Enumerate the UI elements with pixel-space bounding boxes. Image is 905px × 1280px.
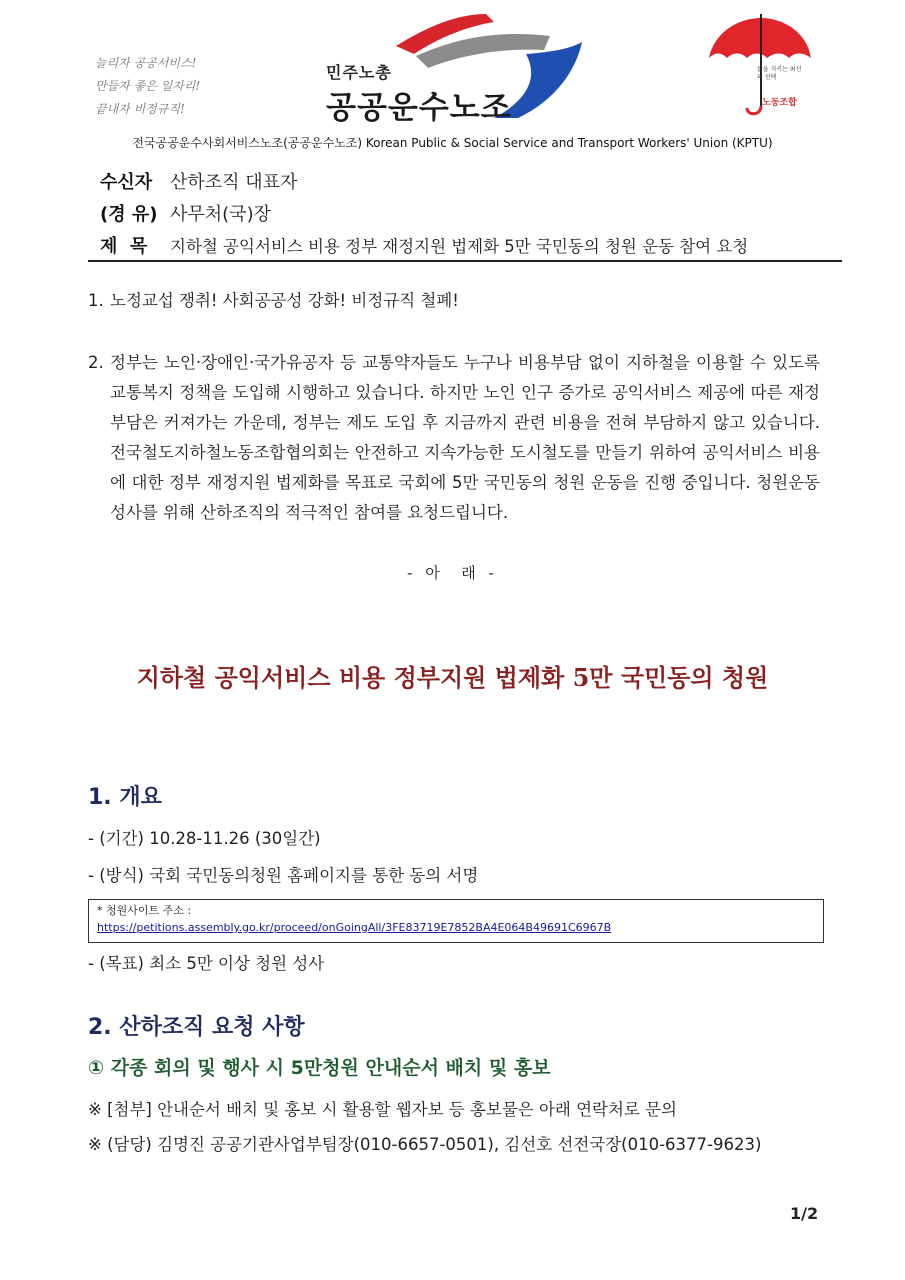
subject-row (100, 232, 748, 258)
item-2 (88, 348, 820, 528)
method-line: - (방식) 국회 국민동의청원 홈페이지를 통한 동의 서명 (88, 866, 479, 885)
umbrella-caption: 삶을 지키는 최선의 선택 (757, 66, 802, 81)
item-2-body (88, 348, 820, 528)
page-number: 1/2 (790, 1204, 819, 1223)
logo-small-text: 민주노총 (326, 63, 392, 82)
request-1-title: ① 각종 회의 및 행사 시 5만청원 안내순서 배치 및 홍보 (88, 1057, 551, 1079)
slogan-1: 늘리자 공공서비스! (95, 56, 197, 70)
recipient-label: 수신자 (100, 172, 153, 193)
via-label: (경 유) (100, 204, 158, 225)
goal-line: - (목표) 최소 5만 이상 청원 성사 (88, 954, 325, 973)
site-label: * 청원사이트 주소 : (97, 904, 192, 917)
section-1-title: 1. 개요 (88, 785, 162, 810)
slogan-2: 만들자 좋은 일자리! (95, 79, 201, 93)
item-1 (88, 286, 459, 316)
item-2-text: 정부는 노인·장애인·국가유공자 등 교통약자들도 누구나 비용부담 없이 지하철을 이용할 수 있도록 교통복지 정책을 도입해 시행하고 있습니다. 하지만 노인 인구 증가로 공익서비스 제공에 따른 재정 부담은 커져가는 가운데, 정부는 제도 도입 후 지금까지 관련 비용을 전혀 부담하지 않고 있습니다. 전국철도지하철노동조합협의회는 안전하고 지속가능한 도시철도를 만들기 위하여 공익서비스 비용에 대한 정부 재정지원 법제화를 목표로 국회에 5만 국민동의 청원 운동을 진행 중입니다. 청원운동 성사를 위해 산하조직의 적극적인 참여를 요청드립니다. (110, 353, 820, 522)
umbrella-union-label: 노동조합 (762, 98, 797, 108)
logo-big-text: 공공운수노조 (326, 90, 512, 126)
petition-link[interactable]: https://petitions.assembly.go.kr/proceed/onGoingAll/3FE83719E7852BA4E064B49691C6967B (97, 921, 612, 934)
period-line: - (기간) 10.28-11.26 (30일간) (88, 829, 321, 848)
via-row (100, 200, 271, 226)
recipient-row (100, 168, 297, 194)
note-attachment: ※ [첨부] 안내순서 배치 및 홍보 시 활용할 웹자보 등 홍보물은 아래 연락처로 문의 (88, 1100, 677, 1119)
item-2-number: 2. (88, 353, 104, 372)
petition-site-box (88, 899, 824, 943)
subject-label: 제 목 (100, 236, 148, 257)
below-heading: - 아 래 - (407, 564, 498, 582)
section-2-title: 2. 산하조직 요청 사항 (88, 1015, 305, 1040)
slogan-3: 끝내자 비정규직! (95, 102, 185, 116)
via-value: 사무처(국)장 (170, 204, 271, 225)
petition-title: 지하철 공익서비스 비용 정부지원 법제화 5만 국민동의 청원 (136, 663, 769, 692)
note-contact: ※ (담당) 김명진 공공기관사업부팀장(010-6657-0501), 김선호 선전국장(010-6377-9623) (88, 1135, 762, 1154)
header-divider (88, 260, 842, 262)
union-full-name: 전국공공운수사회서비스노조(공공운수노조) Korean Public & Social Service and Transport Workers' Union (KPTU) (132, 136, 773, 150)
slogans (95, 52, 200, 121)
item-1-number: 1. (88, 291, 104, 310)
subject-value: 지하철 공익서비스 비용 정부 재정지원 법제화 5만 국민동의 청원 운동 참여 요청 (170, 237, 749, 256)
recipient-value: 산하조직 대표자 (170, 172, 298, 193)
item-1-text: 노정교섭 쟁취! 사회공공성 강화! 비정규직 철폐! (110, 291, 459, 310)
